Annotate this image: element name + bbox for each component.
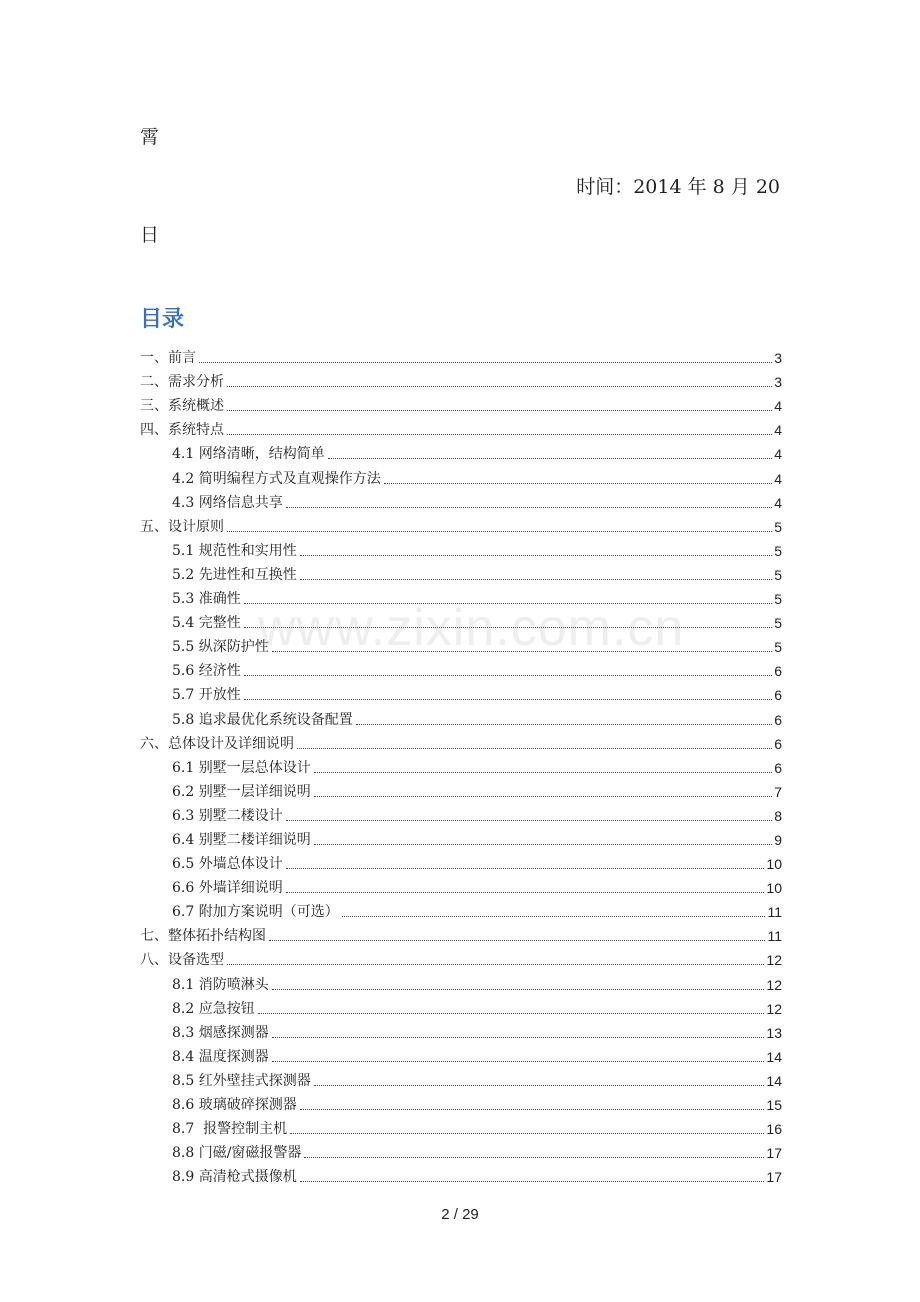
toc-entry-label: 8.9 高清枪式摄像机 <box>172 1169 297 1186</box>
toc-entry-page: 12 <box>766 976 782 993</box>
toc-entry[interactable] <box>140 777 782 801</box>
toc-entry-label: 二、需求分析 <box>140 374 224 391</box>
toc-entry-page: 4 <box>774 422 782 439</box>
toc-entry-label: 三、系统概述 <box>140 398 224 415</box>
toc-entry[interactable] <box>140 1042 782 1066</box>
toc-entry-page: 5 <box>774 566 782 583</box>
text-fragment-day: 日 <box>140 224 160 246</box>
toc-entry[interactable] <box>140 391 782 415</box>
toc-entry-page: 5 <box>774 591 782 608</box>
toc-entry-page: 3 <box>774 374 782 391</box>
toc-dot-leader <box>304 1157 764 1158</box>
toc-entry[interactable] <box>140 994 782 1018</box>
toc-entry-label: 八、设备选型 <box>140 952 224 969</box>
toc-entry-label: 五、设计原则 <box>140 518 224 535</box>
toc-entry[interactable] <box>140 560 782 584</box>
toc-entry[interactable] <box>140 945 782 969</box>
toc-entry[interactable] <box>140 704 782 728</box>
toc-entry-label: 8.7 报警控制主机 <box>172 1121 288 1138</box>
toc-entry-page: 16 <box>766 1121 782 1138</box>
toc-entry-label: 5.5 纵深防护性 <box>172 639 269 656</box>
toc-dot-leader <box>384 483 772 484</box>
toc-dot-leader <box>272 989 765 990</box>
toc-entry[interactable] <box>140 849 782 873</box>
toc-entry-page: 17 <box>766 1145 782 1162</box>
toc-dot-leader <box>297 748 772 749</box>
toc-entry-page: 3 <box>774 350 782 367</box>
toc-entry-page: 15 <box>766 1097 782 1113</box>
toc-entry-page: 6 <box>774 687 782 704</box>
toc-entry-page: 8 <box>774 807 782 824</box>
toc-entry[interactable] <box>140 921 782 945</box>
toc-entry[interactable] <box>140 897 782 921</box>
toc-entry-page: 4 <box>774 446 782 463</box>
toc-dot-leader <box>269 940 765 941</box>
toc-entry-page: 14 <box>766 1048 782 1065</box>
page-indicator: 2 / 29 <box>441 1206 479 1223</box>
toc-dot-leader <box>258 1013 765 1014</box>
toc-dot-leader <box>227 386 772 387</box>
toc-entry[interactable] <box>140 1138 782 1162</box>
toc-entry-label: 6.6 外墙详细说明 <box>172 880 283 897</box>
toc-entry-page: 12 <box>766 1000 782 1017</box>
text-fragment-top: 霄 <box>140 126 160 148</box>
toc-entry[interactable] <box>140 873 782 897</box>
toc-entry-page: 11 <box>767 928 782 945</box>
toc-entry-page: 12 <box>766 952 782 969</box>
toc-dot-leader <box>300 1109 765 1110</box>
toc-entry-label: 6.4 别墅二楼详细说明 <box>172 831 311 848</box>
toc-entry[interactable] <box>140 680 782 704</box>
toc-entry[interactable] <box>140 1162 782 1186</box>
toc-dot-leader <box>286 820 772 821</box>
toc-dot-leader <box>286 892 765 893</box>
toc-entry-label: 4.1 网络清晰，结构简单 <box>172 446 325 463</box>
toc-entry-page: 10 <box>766 880 782 897</box>
toc-entry-label: 4.2 简明编程方式及直观操作方法 <box>172 470 381 487</box>
toc-entry-label: 5.7 开放性 <box>172 687 241 704</box>
toc-entry[interactable] <box>140 1066 782 1090</box>
toc-entry-page: 17 <box>766 1169 782 1186</box>
toc-entry-page: 11 <box>767 904 782 921</box>
toc-entry-label: 4.3 网络信息共享 <box>172 494 283 511</box>
toc-dot-leader <box>272 1037 765 1038</box>
toc-dot-leader <box>244 699 772 700</box>
toc-entry[interactable] <box>140 1018 782 1042</box>
toc-dot-leader <box>244 675 772 676</box>
toc-dot-leader <box>314 772 772 773</box>
toc-entry-page: 10 <box>766 856 782 873</box>
toc-entry-label: 一、前言 <box>140 350 196 367</box>
toc-dot-leader <box>227 434 772 435</box>
toc-entry[interactable] <box>140 415 782 439</box>
toc-entry-label: 8.6 玻璃破碎探测器 <box>172 1097 297 1113</box>
toc-entry[interactable] <box>140 656 782 680</box>
toc-entry[interactable] <box>140 753 782 777</box>
toc-entry-page: 4 <box>774 470 782 487</box>
toc-entry-label: 6.7 附加方案说明（可选） <box>172 904 339 921</box>
toc-dot-leader <box>314 796 772 797</box>
toc-dot-leader <box>272 1061 765 1062</box>
toc-entry[interactable] <box>140 1090 782 1114</box>
toc-entry[interactable] <box>140 801 782 825</box>
table-of-contents <box>140 343 782 1186</box>
toc-entry-label: 六、总体设计及详细说明 <box>140 735 294 752</box>
toc-dot-leader <box>342 916 766 917</box>
toc-entry-label: 6.1 别墅一层总体设计 <box>172 759 311 776</box>
toc-entry-label: 6.3 别墅二楼设计 <box>172 807 283 824</box>
toc-entry-page: 6 <box>774 711 782 728</box>
toc-dot-leader <box>286 868 765 869</box>
toc-entry-label: 5.3 准确性 <box>172 591 241 608</box>
toc-entry-label: 5.4 完整性 <box>172 615 241 632</box>
toc-entry-label: 5.6 经济性 <box>172 663 241 680</box>
toc-dot-leader <box>314 1085 765 1086</box>
toc-dot-leader <box>227 964 764 965</box>
toc-dot-leader <box>300 555 772 556</box>
toc-entry-label: 四、系统特点 <box>140 422 224 439</box>
toc-entry[interactable] <box>140 969 782 993</box>
toc-entry[interactable] <box>140 439 782 463</box>
toc-entry-label: 8.8 门磁/窗磁报警器 <box>172 1145 302 1162</box>
toc-entry-page: 5 <box>774 615 782 632</box>
toc-dot-leader <box>286 507 772 508</box>
toc-entry[interactable] <box>140 825 782 849</box>
toc-dot-leader <box>290 1133 764 1134</box>
toc-entry-page: 5 <box>774 639 782 656</box>
toc-dot-leader <box>328 458 772 459</box>
toc-entry-label: 8.4 温度探测器 <box>172 1048 269 1065</box>
toc-entry-label: 8.1 消防喷淋头 <box>172 976 269 993</box>
toc-entry-page: 4 <box>774 494 782 511</box>
toc-dot-leader <box>227 410 772 411</box>
toc-dot-leader <box>300 579 772 580</box>
toc-entry-label: 5.2 先进性和互换性 <box>172 566 297 583</box>
toc-entry[interactable] <box>140 367 782 391</box>
toc-entry-page: 4 <box>774 398 782 415</box>
toc-entry-page: 6 <box>774 759 782 776</box>
toc-entry[interactable] <box>140 488 782 512</box>
toc-entry[interactable] <box>140 512 782 536</box>
toc-entry-page: 14 <box>766 1072 782 1089</box>
date-line: 时间：2014 年 8 月 20 <box>576 176 780 198</box>
toc-entry-page: 13 <box>766 1024 782 1041</box>
toc-entry-label: 5.8 追求最优化系统设备配置 <box>172 711 353 728</box>
toc-entry-page: 9 <box>774 831 782 848</box>
toc-entry-page: 6 <box>774 663 782 680</box>
toc-entry-label: 8.2 应急按钮 <box>172 1000 255 1017</box>
toc-dot-leader <box>227 531 772 532</box>
watermark: www.zixin.com.cn <box>258 599 685 657</box>
toc-entry-label: 6.5 外墙总体设计 <box>172 856 283 873</box>
toc-entry[interactable] <box>140 1114 782 1138</box>
toc-entry-page: 7 <box>774 783 782 800</box>
toc-entry[interactable] <box>140 463 782 487</box>
toc-entry[interactable] <box>140 536 782 560</box>
toc-entry-page: 5 <box>774 518 782 535</box>
toc-dot-leader <box>300 1181 765 1182</box>
toc-title: 目录 <box>140 307 185 332</box>
toc-entry-label: 5.1 规范性和实用性 <box>172 542 297 559</box>
toc-entry-label: 8.5 红外壁挂式探测器 <box>172 1072 311 1089</box>
toc-entry-page: 5 <box>774 542 782 559</box>
toc-entry-label: 8.3 烟感探测器 <box>172 1024 269 1041</box>
toc-entry[interactable] <box>140 729 782 753</box>
toc-entry-label: 6.2 别墅一层详细说明 <box>172 783 311 800</box>
toc-dot-leader <box>314 844 772 845</box>
toc-entry-page: 6 <box>774 735 782 752</box>
toc-entry-label: 七、整体拓扑结构图 <box>140 928 266 945</box>
toc-dot-leader <box>199 362 772 363</box>
toc-dot-leader <box>356 724 772 725</box>
toc-entry[interactable] <box>140 343 782 367</box>
